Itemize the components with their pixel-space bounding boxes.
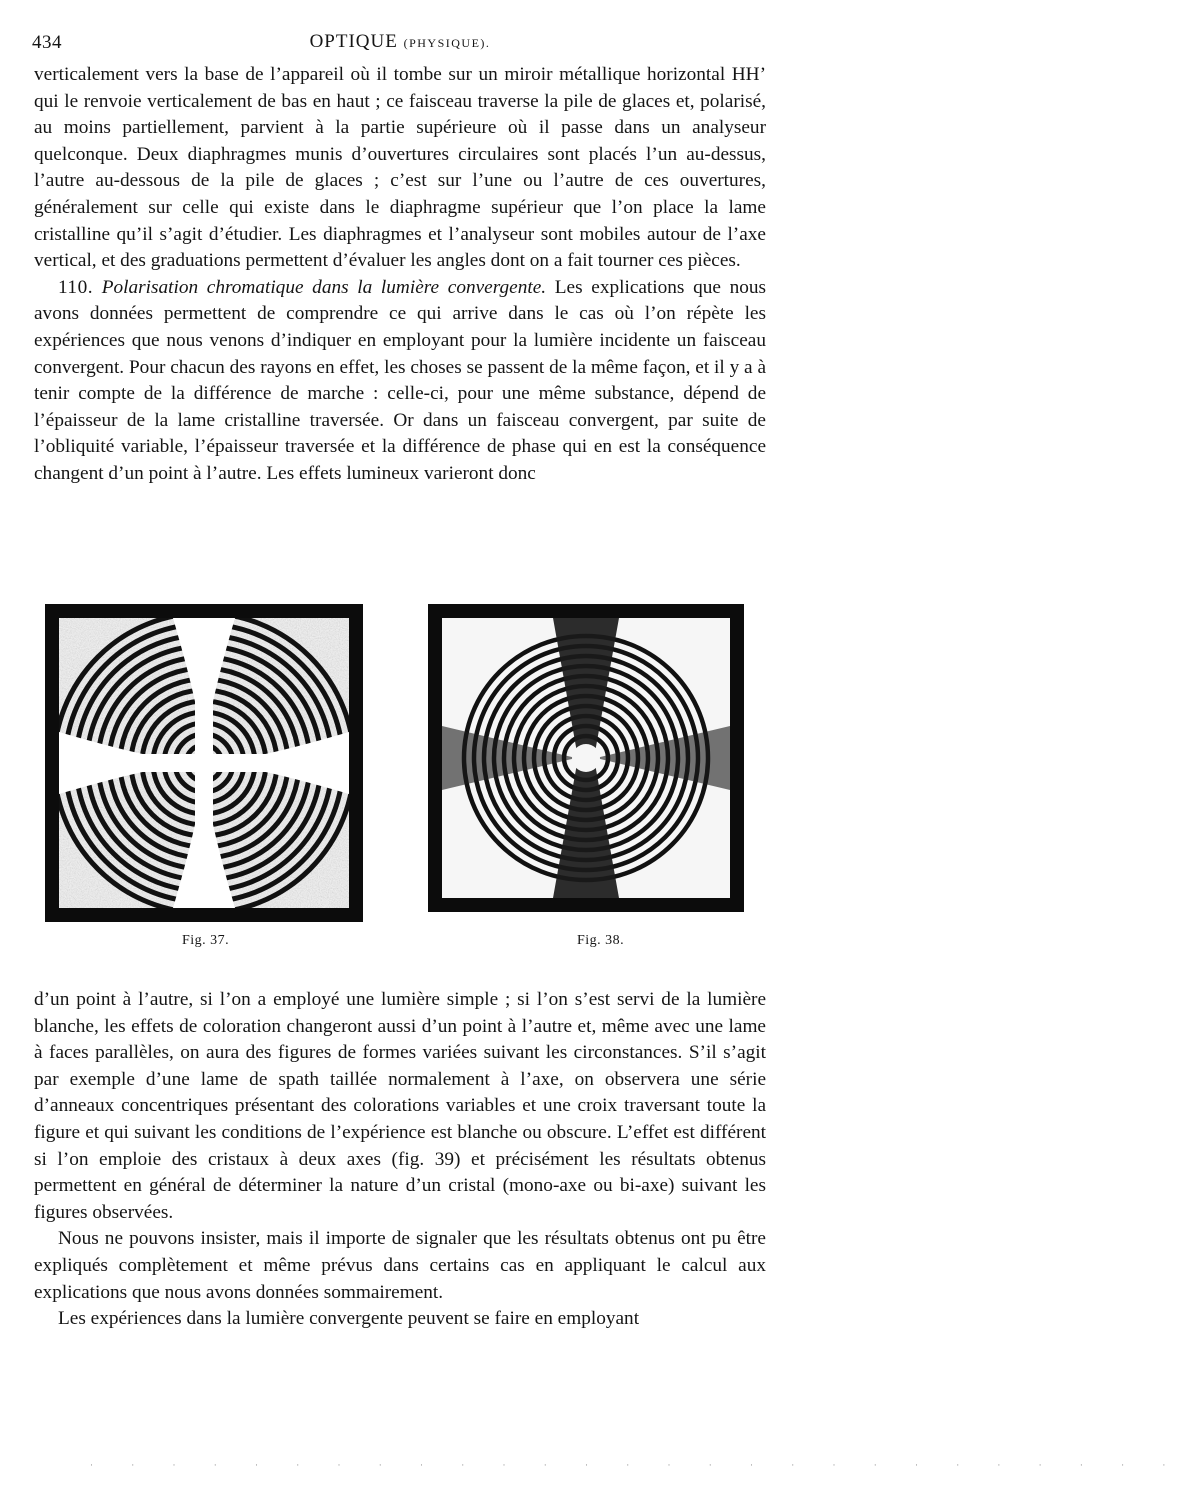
page-number: 434 <box>32 32 62 53</box>
figure-38 <box>428 604 744 912</box>
section-title: Polarisation chromatique dans la lumière convergente. <box>101 276 547 298</box>
bottom-text-block <box>34 987 766 1333</box>
figure-37-image <box>45 604 363 922</box>
running-head-title: OPTIQUE <box>309 31 398 52</box>
figure-38-image <box>428 604 744 912</box>
top-text-block <box>34 62 766 488</box>
section-110 <box>34 275 766 488</box>
running-head-subtitle: (PHYSIQUE). <box>403 36 491 50</box>
section-number: 110. <box>58 276 94 298</box>
running-head <box>0 31 800 53</box>
paragraph-top: verticalement vers la base de l’appareil où il tombe sur un miroir métallique horizontal HH’ qui le renvoie verticalement de bas en haut ; ce faisceau traverse la pile de glaces et, polarisé, au moins partiellement, parvient à la partie supérieure où il passe dans un analyseur quelconque. Deux diaphragmes munis d’ouvertures circulaires sont placés l’un au-dessus, l’autre au-dessous de la pile de glaces ; c’est sur l’une ou l’autre de ces ouvertures, généralement sur celle qui existe dans le diaphragme supérieur que l’on place la lame cristalline qu’il s’agit d’étudier. Les diaphragmes et l’analyseur sont mobiles autour de l’axe vertical, et des graduations permettent d’évaluer les angles dont on a fait tourner ces pièces. <box>34 64 766 272</box>
paragraph-bottom-3: Les expériences dans la lumière convergente peuvent se faire en employant <box>58 1308 640 1330</box>
figure-37-caption: Fig. 37. <box>182 933 230 948</box>
bottom-speckle: · · · · · · · · · · · · · · · · · · · · · · · · · · · <box>90 1460 1183 1470</box>
paragraph-bottom-2: Nous ne pouvons insister, mais il importe de signaler que les résultats obtenus ont pu être expliqués complètement et même prévus dans certains cas en appliquant le calcul aux explications que nous avons données sommairement. <box>34 1228 766 1303</box>
paragraph-bottom-1: d’un point à l’autre, si l’on a employé une lumière simple ; si l’on s’est servi de la lumière blanche, les effets de coloration changeront aussi d’un point à l’autre et, même avec une lame à faces parallèles, on aura des figures de formes variées suivant les circonstances. S’il s’agit par exemple d’une lame de spath taillée normalement à l’axe, on observera une série d’anneaux concentriques présentant des colorations variables et une croix traversant toute la figure et qui suivant les conditions de l’expérience est blanche ou obscure. L’effet est différent si l’on emploie des cristaux à deux axes (fig. 39) et précisément les résultats obtenus permettent en général de déterminer la nature d’un cristal (mono-axe ou bi-axe) suivant les figures observées. <box>34 989 766 1223</box>
section-text: Les explications que nous avons données permettent de comprendre ce qui arrive dans le cas où l’on répète les expériences que nous venons d’indiquer en employant pour la lumière incidente un faisceau convergent. Pour chacun des rayons en effet, les choses se passent de la même façon, et il y a à tenir compte de la différence de marche : celle-ci, pour une même substance, dépend de l’épaisseur de la lame cristalline traversée. Or dans un faisceau convergent, par suite de l’obliquité variable, l’épaisseur traversée et la différence de phase qui en est la conséquence changent d’un point à l’autre. Les effets lumineux varieront donc <box>34 276 767 484</box>
figure-37 <box>45 604 363 922</box>
figure-38-caption: Fig. 38. <box>577 933 625 948</box>
